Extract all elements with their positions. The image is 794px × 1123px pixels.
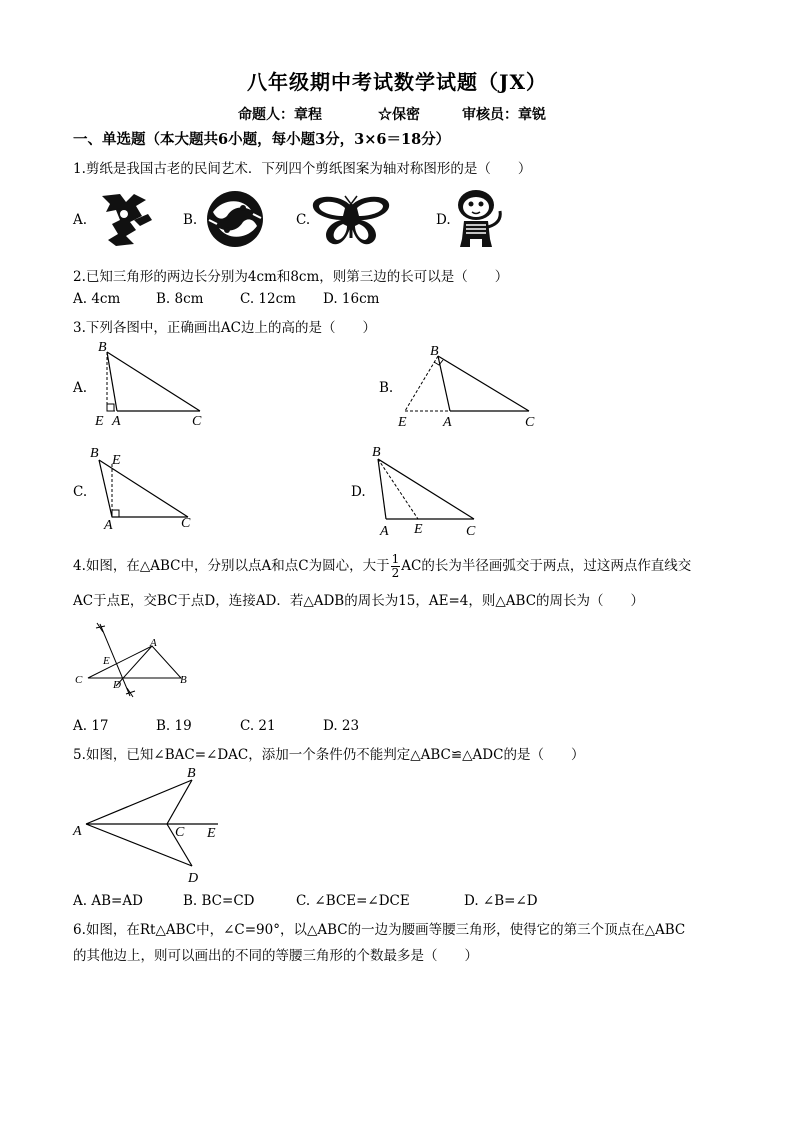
q5-label-b: B (187, 766, 196, 781)
q4-label-a: A (150, 637, 157, 649)
q3-figure-a (90, 338, 210, 433)
q4-option-c: C. 21 (240, 718, 276, 734)
q5-label-d: D (188, 871, 199, 886)
q3d-label-e: E (414, 522, 423, 537)
q3a-label-c: C (192, 414, 202, 429)
q4-option-d: D. 23 (323, 718, 360, 734)
q3b-label-b: B (430, 344, 439, 359)
q3-figure-d (370, 442, 490, 540)
q5-option-d: D. ∠B=∠D (464, 893, 538, 909)
q3-option-c-label: C. (73, 484, 88, 500)
q4-option-b: B. 19 (156, 718, 192, 734)
q5-label-a: A (73, 824, 82, 839)
q1-option-d-label: D. (436, 212, 451, 228)
q4-figure (72, 622, 197, 702)
paper-cut-fish-icon (203, 190, 267, 248)
author-label: 命题人：章程 (238, 107, 322, 123)
q5-option-a: A. AB=AD (73, 893, 143, 909)
q2-option-a: A. 4cm (73, 291, 121, 307)
q3a-label-e: E (95, 414, 104, 429)
q5-option-c: C. ∠BCE=∠DCE (296, 893, 410, 909)
paper-cut-figure-icon (90, 190, 156, 248)
question-6-line-2: 的其他边上，则可以画出的不同的等腰三角形的个数最多是（ ） (73, 948, 478, 964)
q5-label-e: E (207, 826, 216, 841)
q2-option-d: D. 16cm (323, 291, 380, 307)
q4-text-after: AC的长为半径画弧交于两点，过这两点作直线交 (401, 558, 692, 574)
q3b-label-e: E (398, 415, 407, 430)
q4-fraction-numerator: 1 (391, 552, 400, 566)
question-2-text: 2.已知三角形的两边长分别为4cm和8cm，则第三边的长可以是（ ） (73, 269, 509, 285)
section-title: 一、单选题（本大题共6小题，每小题3分，3×6＝18分） (73, 131, 451, 148)
secret-label: ☆保密 (378, 107, 420, 123)
question-6-line-1: 6.如图，在Rt△ABC中，∠C=90°，以△ABC的一边为腰画等腰三角形，使得它的第三个顶点在△ABC (73, 922, 686, 938)
q3a-label-a: A (112, 414, 121, 429)
q4-fraction (391, 553, 401, 580)
q3a-label-b: B (98, 340, 107, 355)
q4-option-a: A. 17 (73, 718, 109, 734)
q1-option-c-label: C. (296, 212, 311, 228)
page-title: 八年级期中考试数学试题（JX） (247, 70, 547, 94)
q3c-label-c: C (181, 516, 191, 531)
question-3-text: 3.下列各图中，正确画出AC边上的高的是（ ） (73, 320, 376, 336)
question-1-text: 1.剪纸是我国古老的民间艺术．下列四个剪纸图案为轴对称图形的是（ ） (73, 161, 532, 177)
q3d-label-b: B (372, 445, 381, 460)
reviewer-label: 审核员：章锐 (462, 107, 546, 123)
q3d-label-c: C (466, 524, 476, 539)
q4-fraction-denominator: 2 (391, 566, 400, 580)
q3b-label-c: C (525, 415, 535, 430)
question-4-line-1 (73, 553, 691, 580)
q3-option-d-label: D. (351, 484, 366, 500)
q4-label-d: D (113, 679, 121, 691)
q3c-label-b: B (90, 446, 99, 461)
q3d-label-a: A (380, 524, 389, 539)
q1-option-b-label: B. (183, 212, 198, 228)
q4-label-c: C (75, 674, 83, 686)
question-5-text: 5.如图，已知∠BAC=∠DAC，添加一个条件仍不能判定△ABC≌△ADC的是（ ） (73, 747, 585, 763)
q3b-label-a: A (443, 415, 452, 430)
q4-label-e: E (103, 655, 110, 667)
q5-option-b: B. BC=CD (183, 893, 255, 909)
q3-figure-b (395, 340, 545, 435)
q1-option-a-label: A. (73, 212, 88, 228)
paper-cut-tiger-icon (452, 187, 506, 249)
q3-option-b-label: B. (379, 380, 394, 396)
q5-label-c: C (175, 825, 185, 840)
q4-text-before: 4.如图，在△ABC中，分别以点A和点C为圆心，大于 (73, 558, 390, 574)
q3c-label-e: E (112, 453, 121, 468)
paper-cut-butterfly-icon (311, 194, 391, 246)
q4-label-b: B (180, 674, 187, 686)
q2-option-b: B. 8cm (156, 291, 204, 307)
q3c-label-a: A (104, 518, 113, 533)
q2-option-c: C. 12cm (240, 291, 296, 307)
q5-figure (70, 762, 230, 884)
q3-figure-c (85, 444, 205, 536)
question-4-line-2: AC于点E，交BC于点D，连接AD．若△ADB的周长为15，AE=4，则△ABC的周长为（ ） (73, 593, 645, 609)
q3-option-a-label: A. (73, 380, 88, 396)
